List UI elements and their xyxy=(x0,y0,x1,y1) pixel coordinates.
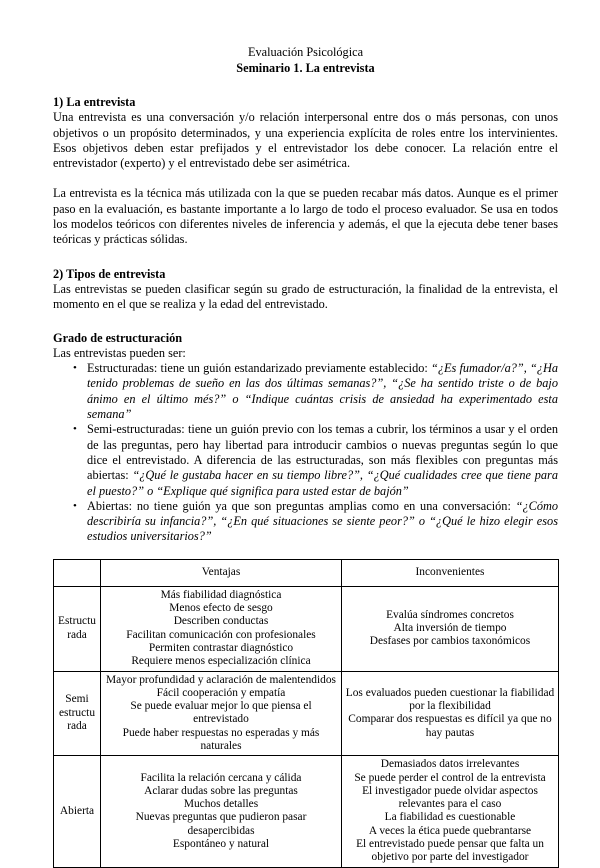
subsection-grado-estructuracion-heading: Grado de estructuración xyxy=(53,330,183,345)
row-label-line: Estructu xyxy=(58,615,96,628)
cell-line: A veces la ética puede quebrantarse xyxy=(368,824,532,837)
entrevista-types-list xyxy=(53,361,558,545)
cell-inconvenientes-estructurada xyxy=(342,586,559,671)
section-1-heading: 1) La entrevista xyxy=(53,95,136,109)
table-row xyxy=(54,756,559,867)
cell-line: Facilita la relación cercana y cálida xyxy=(140,771,302,784)
section-1-paragraph-1: Una entrevista es una conversación y/o relación interpersonal entre dos o más personas, con unos objetivos o un propósito determinados, y una experiencia explícita de roles entre los intervinientes. Esos objetivos deben estar prefijados y el entrevistador los debe conocer. La relación entre el entrevistador (experto) y el entrevistado debe ser asimétrica. xyxy=(53,110,558,171)
cell-line: Puede haber respuestas no esperadas y más naturales xyxy=(122,726,320,752)
cell-line: El investigador puede olvidar aspectos relevantes para el caso xyxy=(362,784,538,811)
cell-line: Aclarar dudas sobre las preguntas xyxy=(144,784,298,797)
bullet-list-lead: Las entrevistas pueden ser: xyxy=(53,345,186,360)
cell-line: Alta inversión de tiempo xyxy=(393,621,507,634)
cell-line: Se puede evaluar mejor lo que piensa el entrevistado xyxy=(130,700,312,726)
table-header-ventajas: Ventajas xyxy=(101,559,342,586)
list-item-quote-text: “¿Cómo describiría su infancia?”, “¿En qué situaciones se siente peor?” o “¿Qué le hizo elegir esos estudios universitarios?” xyxy=(87,498,558,544)
cell-line: Más fiabilidad diagnóstica xyxy=(160,588,282,601)
cell-line: Describen conductas xyxy=(173,615,269,628)
cell-inconvenientes-semi-estructurada xyxy=(342,671,559,756)
table-row xyxy=(54,586,559,671)
list-item-quote-text: “¿Qué le gustaba hacer en su tiempo libre?”, “¿Qué cualidades cree que tiene para el puesto?” o “Explique qué significa para usted estar de bajón” xyxy=(87,468,558,498)
cell-line: Permiten contrastar diagnóstico xyxy=(148,641,294,654)
section-2-paragraph-1: Las entrevistas se pueden clasificar según su grado de estructuración, la finalidad de la entrevista, el momento en el que se realiza y la edad del entrevistado. xyxy=(53,281,558,312)
cell-line: Los evaluados pueden cuestionar la fiabilidad por la flexibilidad xyxy=(345,686,555,713)
cell-line: Demasiados datos irrelevantes xyxy=(380,758,520,771)
cell-line: Menos efecto de sesgo xyxy=(169,602,273,615)
row-label-abierta: Abierta xyxy=(54,756,101,867)
table-header-row xyxy=(54,559,559,586)
cell-line: El entrevistado puede pensar que falta un objetivo por parte del investigador xyxy=(356,838,544,864)
row-label-semi-estructurada xyxy=(54,671,101,756)
row-label-line: Semi xyxy=(65,693,89,706)
list-item-quote-text: “¿Es fumador/a?”, “¿Ha tenido problemas de sueño en las dos últimas semanas?”, “¿Se ha sentido triste o de bajo ánimo en el último més?” o “Indique cuántas crisis de ansiedad ha experimentado esta semana” xyxy=(87,361,558,422)
list-item-lead-text: Abiertas: no tiene guión ya que son preguntas amplias como en una conversación: xyxy=(87,498,516,513)
cell-ventajas-abierta xyxy=(101,756,342,867)
table-header-inconvenientes: Inconvenientes xyxy=(342,559,559,586)
row-label-line: rada xyxy=(67,628,87,641)
cell-line: Muchos detalles xyxy=(183,798,259,811)
row-label-line: rada xyxy=(67,720,87,733)
list-item-semi-estructuradas xyxy=(87,422,558,498)
cell-line: Facilitan comunicación con profesionales xyxy=(126,628,316,641)
cell-line: Desfases por cambios taxonómicos xyxy=(369,635,531,648)
cell-inconvenientes-abierta xyxy=(342,756,559,867)
cell-line: Requiere menos especialización clínica xyxy=(131,655,311,668)
cell-line: Fácil cooperación y empatía xyxy=(156,686,286,699)
table-header-empty xyxy=(54,559,101,586)
cell-line: Nuevas preguntas que pudieron pasar desapercibidas xyxy=(135,811,307,837)
cell-line: Se puede perder el control de la entrevista xyxy=(354,771,546,784)
list-item-abiertas xyxy=(87,499,558,545)
cell-ventajas-semi-estructurada xyxy=(101,671,342,756)
table-row xyxy=(54,671,559,756)
list-item-estructuradas xyxy=(87,361,558,422)
ventajas-inconvenientes-table xyxy=(53,559,559,868)
document-subtitle: Seminario 1. La entrevista xyxy=(236,61,375,75)
section-1-paragraph-2: La entrevista es la técnica más utilizada con la que se pueden recabar más datos. Aunque es el primer paso en la evaluación, es bastante importante a lo largo de todo el proceso evaluador. Se usa en todos los modelos teóricos con diferentes niveles de inferencia y además, el que la ejecuta debe tener bases teóricas y prácticas sólidas. xyxy=(53,186,558,247)
cell-line: Espontáneo y natural xyxy=(172,838,270,851)
row-label-estructurada xyxy=(54,586,101,671)
row-label-line: estructu xyxy=(58,706,96,719)
cell-line: Comparar dos respuestas es difícil ya que no hay pautas xyxy=(348,713,552,739)
list-item-lead-text: Estructuradas: tiene un guión estandarizado previamente establecido: xyxy=(87,361,431,376)
cell-line: Mayor profundidad y aclaración de malentendidos xyxy=(106,673,336,686)
document-title: Evaluación Psicológica xyxy=(247,45,364,59)
cell-line: La fiabilidad es cuestionable xyxy=(384,811,516,824)
list-item-lead-text: Semi-estructuradas: tiene un guión previo con los temas a cubrir, los términos a usar y el orden de las preguntas, pero hay libertad para introducir cambios o nuevas preguntas según lo que dice el entrevistado. A diferencia de las estructuradas, son más flexibles con preguntas más abiertas: xyxy=(87,422,558,483)
cell-line: Evalúa síndromes concretos xyxy=(386,608,514,621)
section-2-heading: 2) Tipos de entrevista xyxy=(53,266,166,281)
cell-ventajas-estructurada xyxy=(101,586,342,671)
